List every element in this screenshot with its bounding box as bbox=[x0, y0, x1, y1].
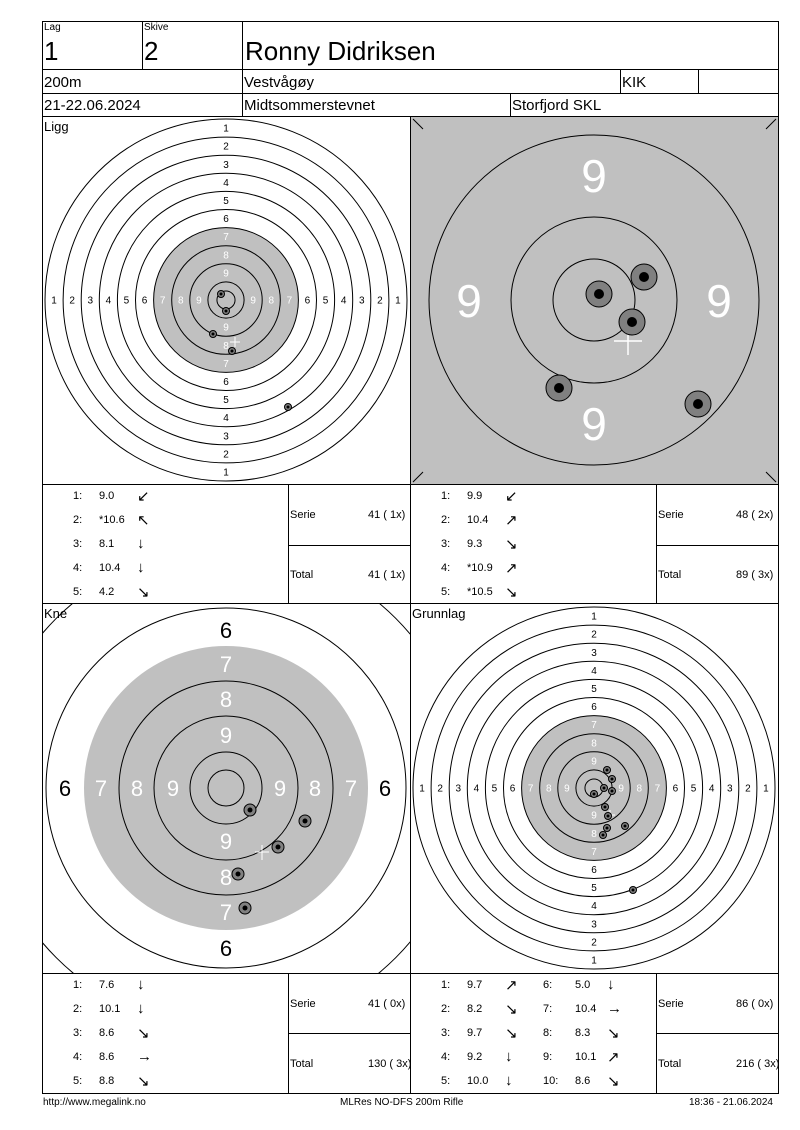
ring-number: 1 bbox=[223, 467, 229, 479]
shot-value: *10.6 bbox=[99, 514, 125, 526]
ring-number: 1 bbox=[395, 295, 401, 307]
class: KIK bbox=[622, 74, 647, 91]
date: 21-22.06.2024 bbox=[44, 97, 141, 114]
shot-number: 10: bbox=[543, 1075, 559, 1087]
ring-number: 1 bbox=[591, 955, 597, 967]
svg-text:8: 8 bbox=[130, 776, 144, 801]
shot-hole-center bbox=[606, 827, 609, 830]
total-value: 130 ( 3x) bbox=[368, 1058, 412, 1070]
shot-direction-arrow-icon: ↘ bbox=[607, 1073, 620, 1090]
ring-number: 4 bbox=[708, 783, 715, 795]
panel-title-grunnlag: Grunnlag bbox=[412, 606, 466, 621]
shot-direction-arrow-icon: ↘ bbox=[137, 584, 150, 601]
svg-text:9: 9 bbox=[166, 776, 180, 801]
ring-number: 4 bbox=[340, 295, 347, 307]
shot-hole bbox=[546, 375, 572, 401]
ring-number: 4 bbox=[591, 901, 597, 913]
serie-label: Serie bbox=[290, 509, 316, 521]
score-hdivider-3 bbox=[288, 1033, 410, 1034]
shot-hole-center bbox=[220, 293, 223, 296]
ring-number: 3 bbox=[223, 159, 229, 171]
header-vdivider-class2 bbox=[698, 69, 699, 93]
panel-title-kne: Kne bbox=[44, 606, 68, 621]
ring-number: 2 bbox=[745, 783, 751, 795]
ring-number: 6 bbox=[672, 783, 679, 795]
shot-hole-center bbox=[607, 815, 610, 818]
shot-direction-arrow-icon: ↘ bbox=[505, 1001, 518, 1018]
shot-value: 9.2 bbox=[467, 1051, 483, 1063]
header-vdivider-org bbox=[510, 93, 511, 116]
ring-number: 6 bbox=[223, 214, 229, 226]
shot-number: 2: bbox=[441, 514, 451, 526]
shot-value: *10.9 bbox=[467, 562, 493, 574]
event-name: Midtsommerstevnet bbox=[244, 97, 375, 114]
header-vdivider-lag bbox=[142, 21, 143, 69]
shot-hole-center bbox=[604, 806, 607, 809]
shooter-name: Ronny Didriksen bbox=[245, 36, 436, 66]
ring-number: 7 bbox=[591, 720, 597, 732]
shot-number: 4: bbox=[441, 562, 451, 574]
target-sta bbox=[411, 117, 778, 484]
ring-number: 3 bbox=[591, 647, 597, 659]
shot-number: 4: bbox=[441, 1051, 451, 1063]
svg-text:7: 7 bbox=[94, 776, 108, 801]
shot-value: 8.8 bbox=[99, 1075, 115, 1087]
svg-text:7: 7 bbox=[219, 900, 233, 925]
ring-number: 6 bbox=[219, 936, 233, 961]
shot-value: 10.4 bbox=[99, 562, 121, 574]
shot-hole bbox=[239, 902, 251, 914]
ring-number: 3 bbox=[223, 431, 229, 443]
shot-hole-center bbox=[231, 350, 234, 353]
shot-number: 1: bbox=[73, 979, 83, 991]
shot-hole-center bbox=[593, 793, 596, 796]
ring-number: 1 bbox=[223, 123, 229, 135]
shot-hole-center bbox=[225, 310, 228, 313]
skive-value: 2 bbox=[144, 36, 159, 66]
serie-label: Serie bbox=[658, 509, 684, 521]
ring-number: 2 bbox=[591, 629, 597, 641]
shot-direction-arrow-icon: ↗ bbox=[607, 1049, 620, 1066]
ring-number: 2 bbox=[223, 449, 229, 461]
ring-number: 8 bbox=[223, 340, 229, 352]
ring-number: 1 bbox=[763, 783, 769, 795]
shot-value: 10.4 bbox=[467, 514, 489, 526]
shot-value: 4.2 bbox=[99, 586, 115, 598]
ring-number: 2 bbox=[377, 295, 383, 307]
ring-number: 8 bbox=[591, 828, 597, 840]
shot-number: 7: bbox=[543, 1003, 553, 1015]
shot-direction-arrow-icon: ↓ bbox=[137, 535, 145, 552]
shot-value: 9.7 bbox=[467, 1027, 483, 1039]
ring-number: 3 bbox=[591, 919, 597, 931]
ring-number: 9 bbox=[250, 295, 256, 307]
shot-value: 5.0 bbox=[575, 979, 591, 991]
shot-direction-arrow-icon: ↙ bbox=[505, 488, 518, 505]
shot-number: 9: bbox=[543, 1051, 553, 1063]
score-hdivider-4 bbox=[656, 1033, 778, 1034]
ring-number: 9 bbox=[581, 398, 607, 450]
shot-value: 8.6 bbox=[99, 1051, 115, 1063]
ring-number: 1 bbox=[591, 611, 597, 623]
ring-number: 9 bbox=[581, 150, 607, 202]
shot-number: 1: bbox=[441, 490, 451, 502]
score-hdivider-2 bbox=[656, 545, 778, 546]
ring-number: 5 bbox=[223, 195, 229, 207]
ring-number: 8 bbox=[177, 295, 184, 307]
header-vdivider-class bbox=[620, 69, 621, 93]
shot-direction-arrow-icon: ↗ bbox=[505, 512, 518, 529]
ring-number: 5 bbox=[491, 783, 498, 795]
shot-value: 9.7 bbox=[467, 979, 483, 991]
shot-value: 7.6 bbox=[99, 979, 115, 991]
shot-direction-arrow-icon: ↓ bbox=[505, 1072, 513, 1089]
ring-number: 7 bbox=[591, 846, 597, 858]
ring-number: 8 bbox=[636, 783, 643, 795]
shot-hole bbox=[232, 868, 244, 880]
shot-value: 8.6 bbox=[575, 1075, 591, 1087]
total-label: Total bbox=[290, 1058, 314, 1070]
shot-number: 5: bbox=[73, 1075, 83, 1087]
ring-number: 5 bbox=[123, 295, 130, 307]
target-grunnlag bbox=[411, 604, 778, 973]
svg-text:7: 7 bbox=[219, 652, 233, 677]
svg-text:8: 8 bbox=[219, 865, 233, 890]
ring-number: 9 bbox=[223, 322, 229, 334]
ring-number: 9 bbox=[706, 275, 732, 327]
ring-number: 6 bbox=[141, 295, 148, 307]
svg-text:9: 9 bbox=[219, 829, 233, 854]
ring-number: 6 bbox=[219, 618, 233, 643]
ring-number: 7 bbox=[286, 295, 293, 307]
target-rings bbox=[413, 607, 775, 969]
ring-number: 6 bbox=[591, 702, 597, 714]
shot-direction-arrow-icon: ↓ bbox=[137, 976, 145, 993]
total-label: Total bbox=[290, 569, 314, 581]
shot-number: 3: bbox=[73, 538, 83, 550]
shot-direction-arrow-icon: ↗ bbox=[505, 977, 518, 994]
panel-divider-4 bbox=[42, 1093, 779, 1094]
svg-text:9: 9 bbox=[219, 723, 233, 748]
shot-hole bbox=[244, 804, 256, 816]
svg-text:8: 8 bbox=[219, 687, 233, 712]
target-rings bbox=[45, 119, 407, 481]
ring-number: 8 bbox=[223, 250, 229, 262]
shot-hole bbox=[586, 281, 612, 307]
serie-value: 48 ( 2x) bbox=[736, 509, 774, 521]
shot-direction-arrow-icon: ↘ bbox=[505, 536, 518, 553]
shot-hole bbox=[631, 264, 657, 290]
shot-number: 2: bbox=[73, 1003, 83, 1015]
ring-number: 6 bbox=[591, 864, 597, 876]
shot-number: 5: bbox=[73, 586, 83, 598]
svg-text:9: 9 bbox=[273, 776, 287, 801]
shot-number: 4: bbox=[73, 562, 83, 574]
footer-software: MLRes NO-DFS 200m Rifle bbox=[340, 1097, 464, 1108]
ring-number: 3 bbox=[726, 783, 733, 795]
ring-number: 6 bbox=[223, 376, 229, 388]
serie-value: 86 ( 0x) bbox=[736, 998, 774, 1010]
header-vdivider-main bbox=[242, 21, 243, 116]
shot-number: 2: bbox=[73, 514, 83, 526]
shot-number: 1: bbox=[73, 490, 83, 502]
ring-number: 4 bbox=[591, 665, 597, 677]
score-vdivider-1 bbox=[288, 485, 289, 603]
ring-number: 6 bbox=[58, 776, 72, 801]
ring-number: 2 bbox=[591, 937, 597, 949]
frame-right bbox=[778, 21, 779, 1094]
svg-text:8: 8 bbox=[308, 776, 322, 801]
total-value: 41 ( 1x) bbox=[368, 569, 406, 581]
shot-number: 3: bbox=[441, 538, 451, 550]
distance: 200m bbox=[44, 74, 82, 91]
serie-value: 41 ( 0x) bbox=[368, 998, 406, 1010]
shot-number: 1: bbox=[441, 979, 451, 991]
ring-number: 4 bbox=[473, 783, 480, 795]
ring-number: 5 bbox=[591, 883, 597, 895]
ring-number: 3 bbox=[455, 783, 462, 795]
shot-value: 9.9 bbox=[467, 490, 483, 502]
lag-label: Lag bbox=[44, 22, 61, 33]
club: Vestvågøy bbox=[244, 74, 315, 91]
ring-number: 4 bbox=[223, 177, 229, 189]
total-label: Total bbox=[658, 569, 682, 581]
header-divider-1 bbox=[42, 69, 779, 70]
shot-value: 8.6 bbox=[99, 1027, 115, 1039]
shot-hole-center bbox=[603, 787, 606, 790]
footer-timestamp: 18:36 - 21.06.2024 bbox=[689, 1097, 773, 1108]
shot-number: 2: bbox=[441, 1003, 451, 1015]
shot-direction-arrow-icon: → bbox=[137, 1048, 152, 1065]
ring-number: 9 bbox=[618, 783, 624, 795]
ring-number: 7 bbox=[159, 295, 166, 307]
shot-direction-arrow-icon: ↓ bbox=[607, 976, 615, 993]
ring-number: 7 bbox=[654, 783, 661, 795]
panel-divider-3 bbox=[42, 973, 779, 974]
ring-number: 1 bbox=[419, 783, 425, 795]
ring-number: 9 bbox=[591, 756, 597, 768]
shot-direction-arrow-icon: ↘ bbox=[137, 1025, 150, 1042]
total-label: Total bbox=[658, 1058, 682, 1070]
shot-direction-arrow-icon: ↘ bbox=[607, 1025, 620, 1042]
shot-direction-arrow-icon: ↘ bbox=[137, 1073, 150, 1090]
target-kne bbox=[43, 604, 410, 973]
shot-value: 8.2 bbox=[467, 1003, 483, 1015]
shot-value: 8.1 bbox=[99, 538, 115, 550]
lag-value: 1 bbox=[44, 36, 59, 66]
shot-hole bbox=[299, 815, 311, 827]
skive-label: Skive bbox=[144, 22, 169, 33]
svg-text:7: 7 bbox=[344, 776, 358, 801]
target-ligg bbox=[43, 117, 410, 484]
total-value: 216 ( 3x) bbox=[736, 1058, 780, 1070]
ring-number: 2 bbox=[223, 141, 229, 153]
score-hdivider-1 bbox=[288, 545, 410, 546]
serie-label: Serie bbox=[658, 998, 684, 1010]
ring-number: 5 bbox=[322, 295, 329, 307]
shot-number: 3: bbox=[441, 1027, 451, 1039]
panel-title-ligg: Ligg bbox=[44, 119, 69, 134]
ring-number: 9 bbox=[591, 810, 597, 822]
shot-hole-center bbox=[611, 778, 614, 781]
ring-number: 7 bbox=[527, 783, 534, 795]
shot-direction-arrow-icon: ↓ bbox=[505, 1048, 513, 1065]
ring-number: 9 bbox=[196, 295, 202, 307]
ring-number: 8 bbox=[591, 738, 597, 750]
total-value: 89 ( 3x) bbox=[736, 569, 774, 581]
shot-number: 4: bbox=[73, 1051, 83, 1063]
ring-number: 9 bbox=[223, 268, 229, 280]
shot-hole-center bbox=[606, 769, 609, 772]
ring-number: 9 bbox=[564, 783, 570, 795]
shot-value: 8.3 bbox=[575, 1027, 591, 1039]
shot-hole-center bbox=[287, 406, 290, 409]
shot-direction-arrow-icon: ↘ bbox=[505, 584, 518, 601]
shot-hole bbox=[619, 309, 645, 335]
shot-hole-center bbox=[632, 889, 635, 892]
shot-value: 10.1 bbox=[575, 1051, 597, 1063]
shot-hole-center bbox=[602, 834, 605, 837]
shot-direction-arrow-icon: → bbox=[607, 1000, 622, 1017]
ring-number: 5 bbox=[690, 783, 697, 795]
panel-divider-1 bbox=[42, 484, 779, 485]
ring-number: 8 bbox=[545, 783, 552, 795]
ring-number: 3 bbox=[87, 295, 94, 307]
shot-number: 5: bbox=[441, 586, 451, 598]
shot-direction-arrow-icon: ↘ bbox=[505, 1025, 518, 1042]
ring-number: 6 bbox=[304, 295, 311, 307]
shot-hole-center bbox=[212, 333, 215, 336]
shot-value: 9.3 bbox=[467, 538, 483, 550]
ring-number: 9 bbox=[456, 275, 482, 327]
shot-hole-center bbox=[611, 790, 614, 793]
shot-number: 8: bbox=[543, 1027, 553, 1039]
shot-direction-arrow-icon: ↓ bbox=[137, 1000, 145, 1017]
header-divider-2 bbox=[42, 93, 779, 94]
ring-number: 5 bbox=[223, 395, 229, 407]
ring-number: 5 bbox=[591, 683, 597, 695]
ring-number: 8 bbox=[268, 295, 275, 307]
ring-number: 7 bbox=[223, 232, 229, 244]
ring-number: 3 bbox=[358, 295, 365, 307]
shot-value: 10.4 bbox=[575, 1003, 597, 1015]
serie-value: 41 ( 1x) bbox=[368, 509, 406, 521]
ring-number: 6 bbox=[378, 776, 392, 801]
organizer: Storfjord SKL bbox=[512, 97, 602, 114]
shot-hole-center bbox=[624, 825, 627, 828]
ring-number: 7 bbox=[223, 358, 229, 370]
ring-number: 4 bbox=[223, 413, 229, 425]
serie-label: Serie bbox=[290, 998, 316, 1010]
shot-number: 6: bbox=[543, 979, 553, 991]
shot-direction-arrow-icon: ↙ bbox=[137, 488, 150, 505]
ring-number: 6 bbox=[509, 783, 516, 795]
ring-number: 1 bbox=[51, 295, 57, 307]
ring-number: 2 bbox=[437, 783, 443, 795]
shot-hole bbox=[685, 391, 711, 417]
score-vdivider-2 bbox=[656, 485, 657, 603]
shot-number: 5: bbox=[441, 1075, 451, 1087]
ring-number: 2 bbox=[69, 295, 75, 307]
shot-direction-arrow-icon: ↗ bbox=[505, 560, 518, 577]
footer-website-link[interactable]: http://www.megalink.no bbox=[43, 1097, 146, 1108]
shot-number: 3: bbox=[73, 1027, 83, 1039]
shot-value: *10.5 bbox=[467, 586, 493, 598]
shot-direction-arrow-icon: ↓ bbox=[137, 559, 145, 576]
ring-number: 4 bbox=[105, 295, 112, 307]
shot-value: 10.0 bbox=[467, 1075, 489, 1087]
shot-value: 9.0 bbox=[99, 490, 115, 502]
shot-hole bbox=[272, 841, 284, 853]
shot-value: 10.1 bbox=[99, 1003, 121, 1015]
shot-direction-arrow-icon: ↖ bbox=[137, 512, 150, 529]
